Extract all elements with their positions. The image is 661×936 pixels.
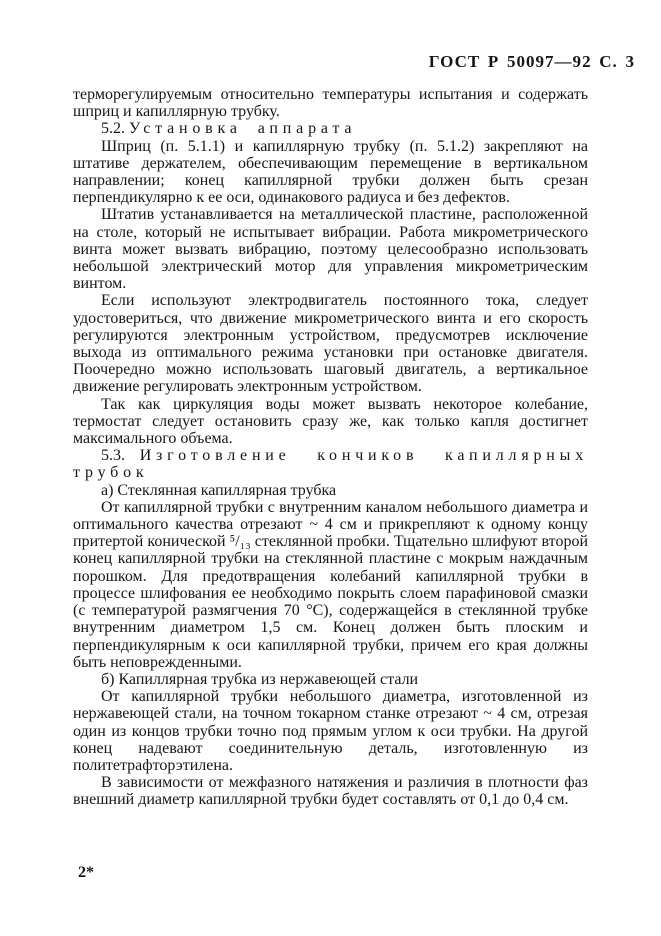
page-footer-mark: 2* <box>78 864 94 881</box>
paragraph-thermostat: Так как циркуляция воды может вызвать некоторое колебание, термостат следует остановить сразу же, как только капля достигнет максимального объема. <box>73 395 588 448</box>
paragraph-intro: терморегулируемым относительно температуры испытания и содержать шприц и капиллярную трубку. <box>73 86 588 121</box>
section-number: 5.3. <box>101 447 125 465</box>
paragraph-dc-motor: Если используют электродвигатель постоянного тока, следует удостовериться, что движение микрометрического винта и его скорость регулируются электронным устройством, предусмотрев исключение выхода из оптимального режима установки при остановке двигателя. Поочередно можно использовать шаговый двигатель, а вертикальное движение регулировать электронным устройством. <box>73 292 588 396</box>
section-number: 5.2. <box>101 120 125 138</box>
list-item-a: а) Стеклянная капиллярная трубка <box>101 481 337 499</box>
paragraph-syringe-mount: Шприц (п. 5.1.1) и капиллярную трубку (п. 5.1.2) закрепляют на штативе держателем, обеспечивающим перемещение в вертикальном направлении; конец капиллярной трубки должен быть срезан перпендикулярно к ее оси, одинакового радиуса и без дефектов. <box>73 137 588 207</box>
section-title: Установка аппарата <box>129 120 357 138</box>
section-heading-5-3 <box>73 447 588 481</box>
paragraph-glass-tube: От капиллярной трубки с внутренним каналом небольшого диаметра и оптимального качества отрезают ~ 4 см и прикрепляют к одному концу притертой конической ⁵/₁₃ стеклянной пробки. Тщательно шлифуют второй конец капиллярной трубки на стеклянной пластине с мокрым наждачным порошком. Для предотвращения колебаний капиллярной трубки в процессе шлифования ее необходимо покрыть слоем парафиновой смазки (с температурой размягчения 70 °С), содержащейся в стеклянной трубке внутренним диаметром 1,5 см. Конец должен быть плоским и перпендикулярным к оси капиллярной трубки, причем его края должны быть неповрежденными. <box>73 498 589 671</box>
paragraph-outer-diameter: В зависимости от межфазного натяжения и различия в плотности фаз внешний диаметр капиллярной трубки будет составлять от 0,1 до 0,4 см. <box>73 774 588 809</box>
paragraph-steel-tube: От капиллярной трубки небольшого диаметра, изготовленной из нержавеющей стали, на точном токарном станке отрезают ~ 4 см, отрезая один из концов трубки точно под прямым углом к оси трубки. На другой конец надевают соединительную деталь, изготовленную из политетрафторэтилена. <box>73 688 588 774</box>
section-heading-5-2 <box>73 120 588 137</box>
page-header: ГОСТ Р 50097—92 С. 3 <box>428 52 635 71</box>
document-body <box>73 86 588 809</box>
paragraph-stand-plate: Штатив устанавливается на металлической пластине, расположенной на столе, который не испытывает вибрации. Работа микрометрического винта может вызвать вибрацию, поэтому целесообразно использовать небольшой электрический мотор для управления микрометрическим винтом. <box>73 206 588 293</box>
list-item-b: б) Капиллярная трубка из нержавеющей стали <box>101 670 419 688</box>
section-title: Изготовление кончиков капиллярных трубок <box>73 447 589 482</box>
